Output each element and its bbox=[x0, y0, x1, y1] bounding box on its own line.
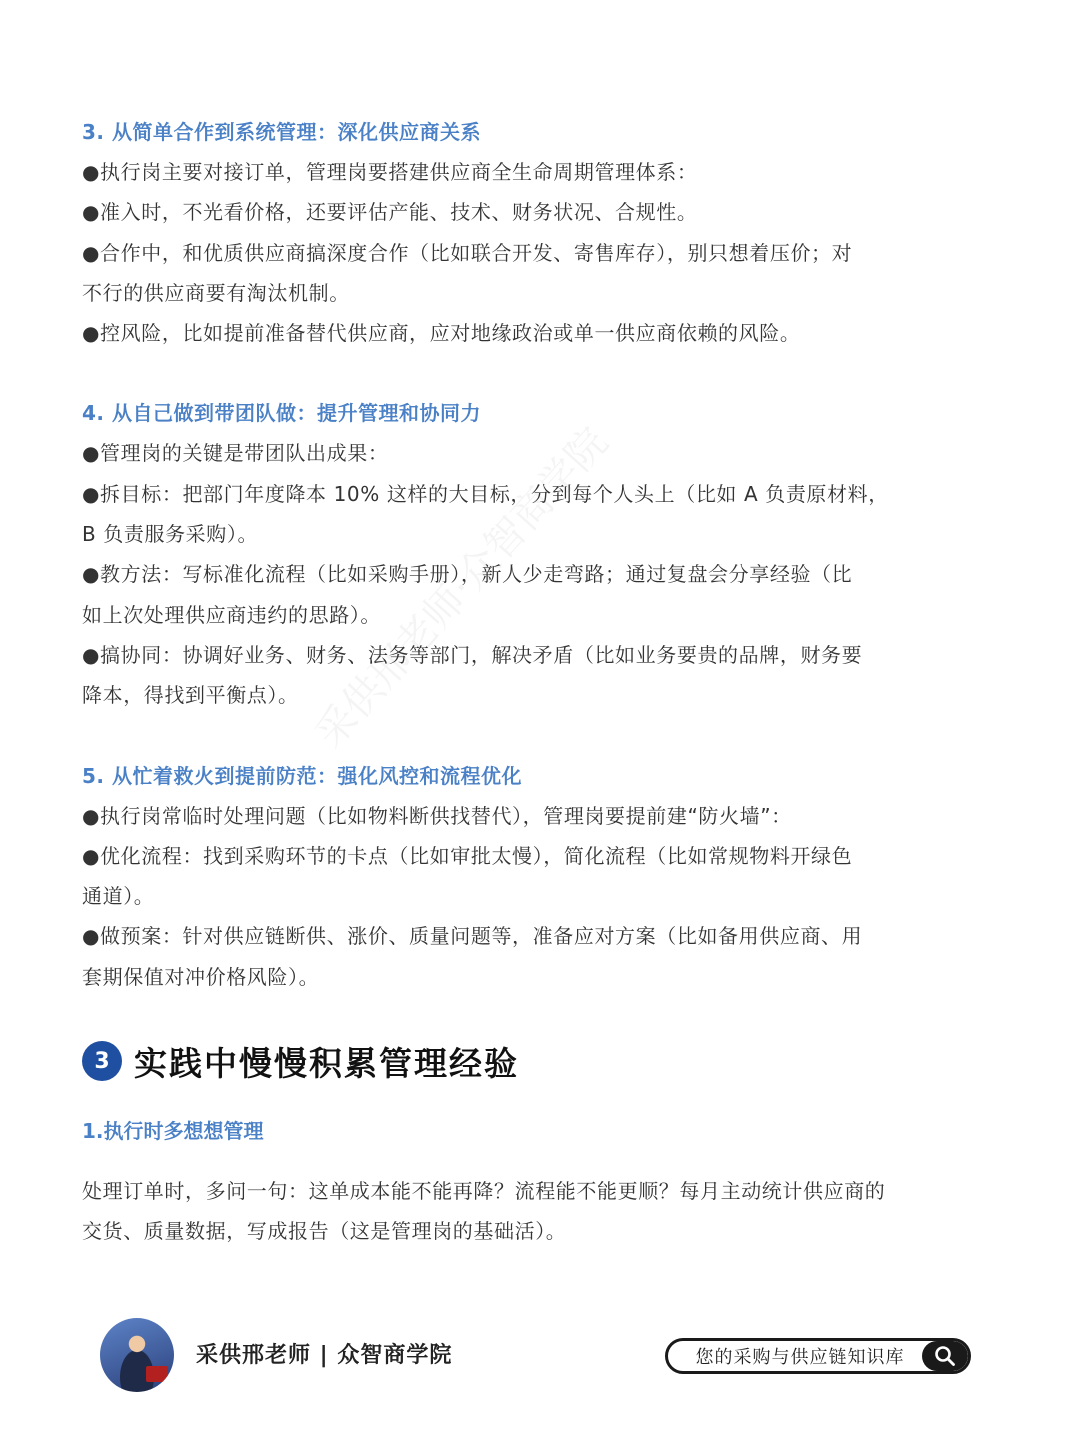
part-heading bbox=[82, 1033, 987, 1089]
paragraph-line: ●执行岗主要对接订单，管理岗要搭建供应商全生命周期管理体系： bbox=[82, 160, 698, 184]
paragraph-line: ●优化流程：找到采购环节的卡点（比如审批太慢），简化流程（比如常规物料开绿色 bbox=[82, 843, 853, 868]
section-3 bbox=[82, 112, 987, 353]
paragraph-line: ●管理岗的关键是带团队出成果： bbox=[82, 441, 389, 466]
paragraph-line: 交货、质量数据，写成报告（这是管理岗的基础活）。 bbox=[82, 1219, 567, 1244]
search-button[interactable] bbox=[922, 1341, 968, 1371]
podium-shape bbox=[146, 1366, 168, 1382]
paragraph-line: ●教方法：写标准化流程（比如采购手册），新人少走弯路；通过复盘会分享经验（比 bbox=[82, 562, 853, 587]
sub-heading: 1.执行时多想想管理 bbox=[82, 1119, 264, 1144]
search-pill-text: 您的采购与供应链知识库 bbox=[695, 1347, 905, 1368]
section-heading: 5. 从忙着救火到提前防范：强化风控和流程优化 bbox=[82, 763, 522, 788]
section-heading: 4. 从自己做到带团队做：提升管理和协同力 bbox=[82, 401, 481, 426]
section-5 bbox=[82, 756, 987, 997]
paragraph-line: 如上次处理供应商违约的思路）。 bbox=[82, 602, 381, 627]
paragraph-line: ●搞协同：协调好业务、财务、法务等部门，解决矛盾（比如业务要贵的品牌，财务要 bbox=[82, 642, 863, 667]
paragraph-line: B 负责服务采购）。 bbox=[82, 522, 259, 547]
section-heading: 3. 从简单合作到系统管理：深化供应商关系 bbox=[82, 120, 481, 144]
paragraph-line: ●合作中，和优质供应商搞深度合作（比如联合开发、寄售库存），别只想着压价；对 bbox=[82, 240, 853, 265]
avatar bbox=[100, 1318, 174, 1392]
paragraph-line: ●拆目标：把部门年度降本 10% 这样的大目标，分到每个人头上（比如 A 负责原材料， bbox=[82, 481, 889, 506]
article-content bbox=[82, 112, 987, 1252]
search-icon bbox=[933, 1344, 957, 1368]
author-name: 采供邢老师 | 众智商学院 bbox=[196, 1343, 453, 1368]
paragraph-line: ●执行岗常临时处理问题（比如物料断供找替代），管理岗要提前建“防火墙”： bbox=[82, 803, 792, 828]
part-number-badge: 3 bbox=[82, 1041, 122, 1081]
paragraph-line: ●做预案：针对供应链断供、涨价、质量问题等，准备应对方案（比如备用供应商、用 bbox=[82, 924, 863, 949]
section-4 bbox=[82, 393, 987, 715]
paragraph-line: 不行的供应商要有淘汰机制。 bbox=[82, 280, 350, 305]
part-title: 实践中慢慢积累管理经验 bbox=[134, 1043, 519, 1083]
footer bbox=[100, 1316, 980, 1394]
paragraph-line: 套期保值对冲价格风险）。 bbox=[82, 964, 320, 989]
paragraph-line: 降本，得找到平衡点）。 bbox=[82, 683, 299, 708]
paragraph-line: 通道）。 bbox=[82, 884, 155, 909]
paragraph-line: ●准入时，不光看价格，还要评估产能、技术、财务状况、合规性。 bbox=[82, 200, 698, 225]
paragraph-line: 处理订单时，多问一句：这单成本能不能再降？流程能不能更顺？每月主动统计供应商的 bbox=[82, 1179, 886, 1204]
search-pill[interactable] bbox=[665, 1338, 971, 1374]
paragraph-line: ●控风险，比如提前准备替代供应商，应对地缘政治或单一供应商依赖的风险。 bbox=[82, 321, 801, 346]
